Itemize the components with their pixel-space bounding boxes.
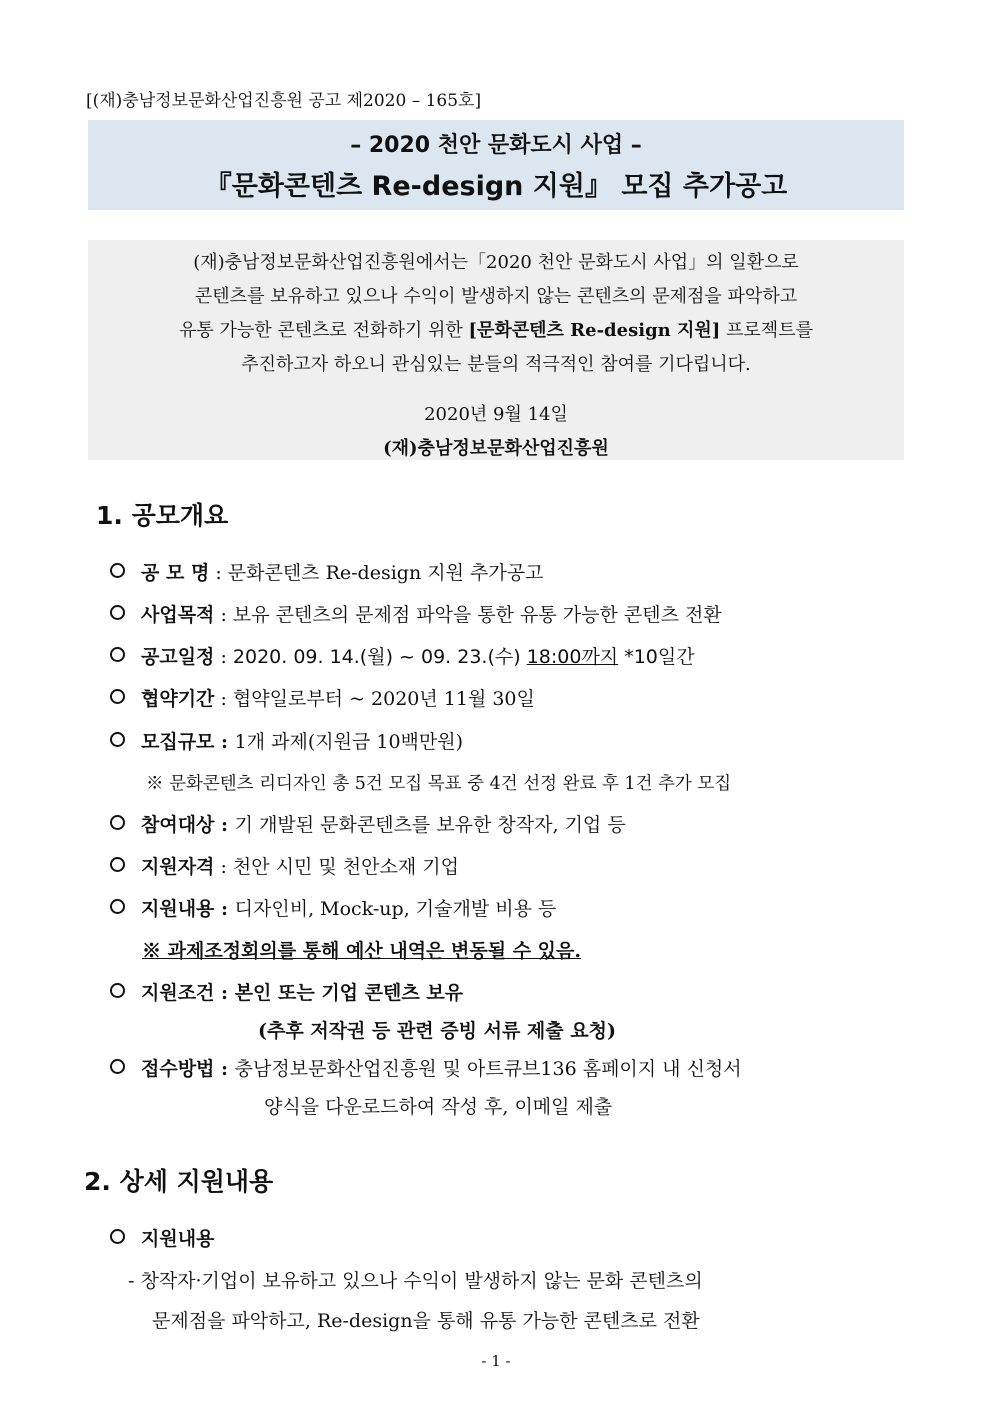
bullet-icon [110,983,125,998]
item-period [110,684,535,711]
bullet-icon [110,689,125,704]
item-purpose [110,600,722,627]
section2-desc-line1: - 창작자·기업이 보유하고 있으나 수익이 발생하지 않는 문화 콘텐츠의 [128,1270,703,1292]
item-schedule-label: 공고일정 [141,646,215,668]
item-qualification-sep: : [214,856,233,878]
item-schedule-value: 2020. 09. 14.(월) ~ 09. 23.(수) [232,646,527,668]
page-title: 『문화콘텐츠 Re-design 지원』 모집 추가공고 [204,171,788,202]
item-schedule-deadline: 18:00까지 [526,646,619,668]
item-condition [110,978,463,1005]
item-schedule-days: *10일간 [618,646,695,668]
item-purpose-value: 보유 콘텐츠의 문제점 파악을 통한 유통 가능한 콘텐츠 전환 [232,604,722,626]
section2-heading: 2. 상세 지원내용 [84,1167,274,1196]
bullet-icon [110,815,125,830]
item-period-label: 협약기간 [141,688,215,710]
bullet-icon [110,857,125,872]
bullet-icon [110,1059,125,1074]
intro-line3-pre: 유통 가능한 콘텐츠로 전화하기 위한 [179,320,469,341]
item-qualification-label: 지원자격 [141,856,215,878]
item-method-value2: 양식을 다운로드하여 작성 후, 이메일 제출 [264,1096,613,1118]
item-method-label: 접수방법 : [141,1058,235,1080]
item-scale-label: 모집규모 : [141,731,235,753]
bullet-icon [110,899,125,914]
item-target [110,810,626,837]
item-name [110,558,543,585]
bullet-icon [110,563,125,578]
item-name-value: 문화콘텐츠 Re-design 지원 추가공고 [227,562,544,584]
item-condition-value: 본인 또는 기업 콘텐츠 보유 [234,982,464,1004]
item-purpose-label: 사업목적 [141,604,215,626]
item-period-sep: : [214,688,233,710]
item-content [110,894,556,921]
item-schedule-sep: : [214,646,233,668]
item-qualification [110,852,459,879]
item-scale-value: 1개 과제(지원금 10백만원) [234,731,464,753]
item-scale [110,727,463,754]
item-method-value: 충남정보문화산업진흥원 및 아트큐브136 홈페이지 내 신청서 [234,1058,742,1080]
intro-line3-post: 프로젝트를 [720,320,813,341]
intro-box [88,240,904,460]
item-scale-note: ※ 문화콘텐츠 리디자인 총 5건 모집 목표 중 4건 선정 완료 후 1건 추가 모집 [146,774,732,794]
section1-heading: 1. 공모개요 [96,501,229,530]
intro-line2: 콘텐츠를 보유하고 있으나 수익이 발생하지 않는 콘텐츠의 문제점을 파악하고 [194,286,798,307]
item-schedule [110,642,695,669]
bullet-icon [110,647,125,662]
intro-line3 [88,316,904,342]
item-content-label: 지원내용 : [141,898,235,920]
item-qualification-value: 천안 시민 및 천안소재 기업 [232,856,459,878]
notice-number: [(재)충남정보문화산업진흥원 공고 제2020 – 165호] [86,91,482,111]
title-box [88,120,904,210]
intro-program-name: [문화콘텐츠 Re-design 지원] [468,320,721,341]
title-line1: – 2020 천안 문화도시 사업 – [350,133,642,158]
intro-org: (재)충남정보문화산업진흥원 [383,438,609,459]
bullet-icon [110,1229,125,1244]
intro-line1: (재)충남정보문화산업진흥원에서는「2020 천안 문화도시 사업」의 일환으로 [193,252,799,273]
item-method [110,1054,742,1081]
intro-date: 2020년 9월 14일 [424,404,568,425]
item-name-sep: : [209,562,228,584]
item-target-value: 기 개발된 문화콘텐츠를 보유한 창작자, 기업 등 [234,814,626,836]
item-condition-value2: (추후 저작권 등 관련 증빙 서류 제출 요청) [258,1020,616,1042]
item-period-value: 협약일로부터 ~ 2020년 11월 30일 [232,688,535,710]
section2-sub [110,1224,214,1251]
item-condition-label: 지원조건 : [141,982,235,1004]
item-target-label: 참여대상 : [141,814,235,836]
item-content-value: 디자인비, Mock-up, 기술개발 비용 등 [234,898,557,920]
item-content-note: ※ 과제조정회의를 통해 예산 내역은 변동될 수 있음. [142,940,581,962]
page-number: - 1 - [481,1352,511,1370]
item-name-label: 공 모 명 [141,562,210,584]
intro-line4: 추진하고자 하오니 관심있는 분들의 적극적인 참여를 기다립니다. [241,354,751,375]
bullet-icon [110,732,125,747]
section2-sub-label: 지원내용 [141,1228,215,1250]
item-purpose-sep: : [214,604,233,626]
section2-desc-line2: 문제점을 파악하고, Re-design을 통해 유통 가능한 콘텐츠로 전환 [152,1310,700,1332]
bullet-icon [110,605,125,620]
